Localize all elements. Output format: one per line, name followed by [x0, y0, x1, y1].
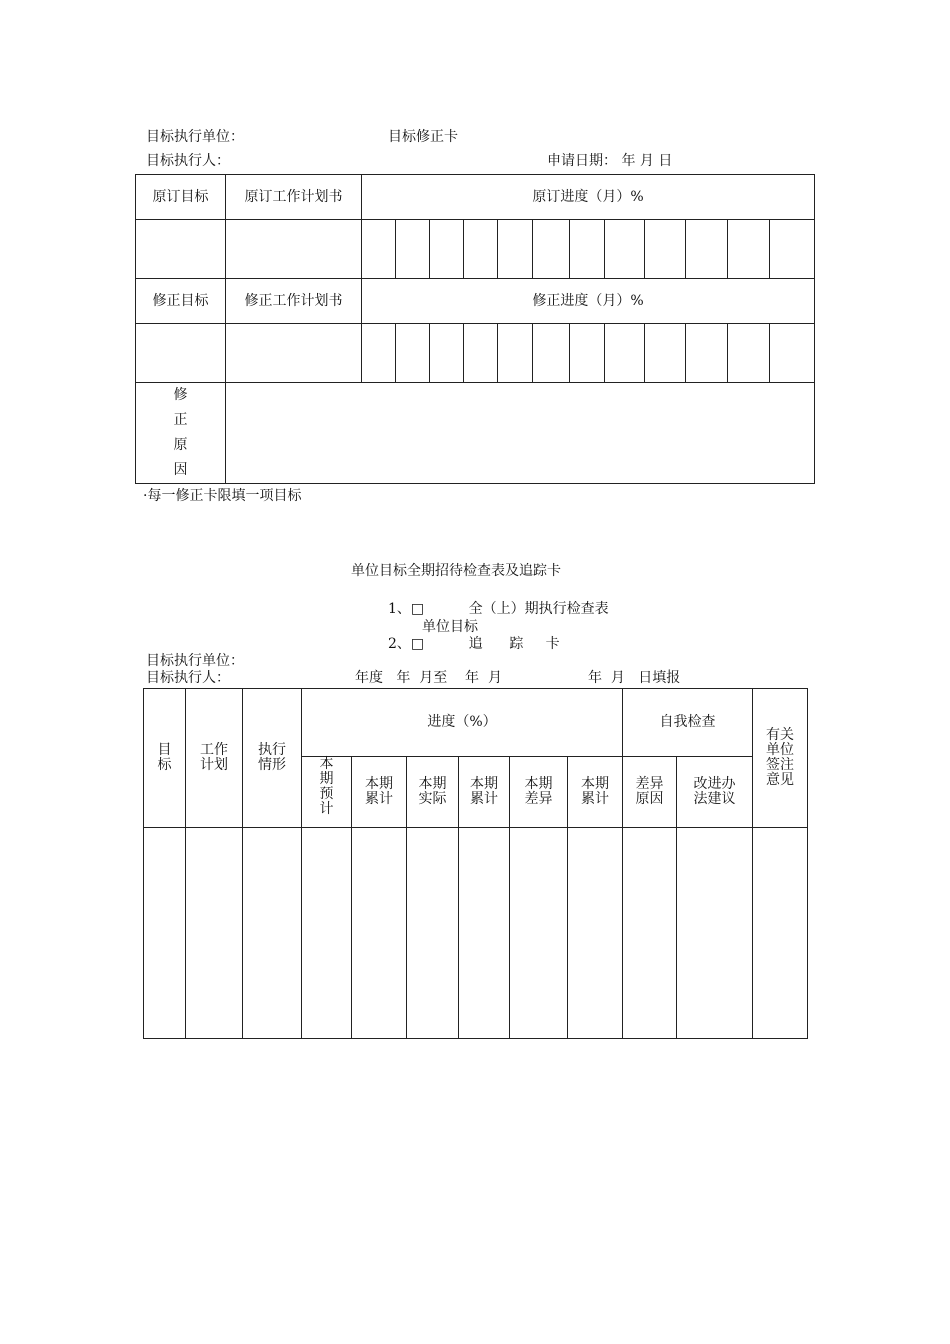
progress-header: 进度（%） — [302, 689, 623, 757]
goal-header: 目 标 — [144, 689, 186, 828]
tracking-data-row — [144, 828, 808, 1039]
improvement-suggestion-header: 改进办 法建议 — [677, 757, 753, 828]
period-label: 年度 年 月至 年 月 — [355, 670, 502, 686]
work-plan-header: 工作 计划 — [186, 689, 243, 828]
revised-plan-header: 修正工作计划书 — [226, 279, 362, 324]
tracking-executor-label: 目标执行人： — [146, 670, 230, 686]
option-full-period-check[interactable]: 1、□ 全（上）期执行检查表 — [388, 601, 609, 617]
period-forecast-header: 本 期 预 计 — [302, 757, 352, 828]
application-date-label: 申请日期： 年 月 日 — [547, 153, 673, 169]
revision-card-table — [135, 174, 815, 484]
unit-goal-label: 单位目标 — [422, 619, 478, 635]
executor-label: 目标执行人： — [146, 153, 230, 169]
revision-reason-field[interactable] — [226, 383, 815, 484]
period-cumulative-header-3: 本期 累计 — [568, 757, 623, 828]
unit-label: 目标执行单位： — [146, 129, 244, 145]
variance-reason-header: 差异 原因 — [623, 757, 677, 828]
revised-progress-row — [136, 324, 815, 383]
execution-status-header: 执行 情形 — [243, 689, 302, 828]
tracking-card-title: 单位目标全期招待检查表及追踪卡 — [351, 563, 561, 579]
original-goal-header: 原订目标 — [136, 175, 226, 220]
card-note: ·每一修正卡限填一项目标 — [143, 488, 302, 504]
fill-date-label: 年 月 日填报 — [588, 670, 681, 686]
card-title: 目标修正卡 — [388, 129, 458, 145]
tracking-unit-label: 目标执行单位： — [146, 653, 244, 669]
revised-progress-header: 修正进度（月）% — [362, 279, 815, 324]
revised-goal-header: 修正目标 — [136, 279, 226, 324]
self-check-header: 自我检查 — [623, 689, 753, 757]
option-tracking-card[interactable]: 2、□ 追 踪 卡 — [388, 636, 560, 652]
original-progress-row — [136, 220, 815, 279]
period-cumulative-header-2: 本期 累计 — [459, 757, 510, 828]
period-actual-header: 本期 实际 — [407, 757, 459, 828]
unit-comments-header: 有关 单位 签注 意见 — [753, 689, 808, 828]
tracking-card-table — [143, 688, 808, 1039]
revision-reason-label: 修 正 原 因 — [136, 383, 226, 484]
period-difference-header: 本期 差异 — [510, 757, 568, 828]
original-plan-header: 原订工作计划书 — [226, 175, 362, 220]
period-cumulative-header-1: 本期 累计 — [352, 757, 407, 828]
original-progress-header: 原订进度（月）% — [362, 175, 815, 220]
